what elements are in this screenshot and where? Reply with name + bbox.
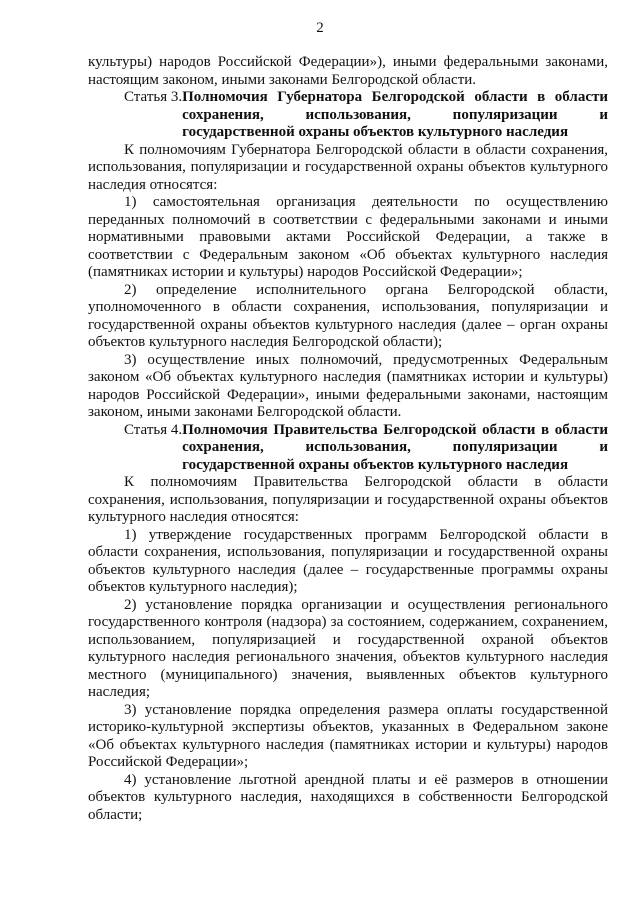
intro-paragraph-tail: культуры) народов Российской Федерации»), иными федеральными законами, настоящим законом, иными законами Белгородской области.	[88, 54, 608, 88]
article-4-title: Полномочия Правительства Белгородской области в области сохранения, использования, популяризации и государственной охраны объектов культурного наследия	[182, 421, 608, 473]
article-4-label: Статья 4.	[124, 421, 183, 438]
article-4-item-1: 1) утверждение государственных программ Белгородской области в области сохранения, использования, популяризации и государственной охраны объектов культурного наследия (далее – государственные программы охраны объектов культурного наследия);	[88, 526, 608, 595]
article-3-intro: К полномочиям Губернатора Белгородской области в области сохранения, использования, популяризации и государственной охраны объектов культурного наследия относятся:	[88, 141, 608, 193]
article-3-title: Полномочия Губернатора Белгородской области в области сохранения, использования, популяризации и государственной охраны объектов культурного наследия	[182, 89, 608, 140]
article-4-heading	[88, 422, 608, 475]
article-3-label: Статья 3.	[124, 89, 183, 105]
article-3-item-3: 3) осуществление иных полномочий, предусмотренных Федеральным законом «Об объектах культурного наследия (памятниках истории и культуры) народов Российской Федерации», иными федеральными законами, настоящим законом, иными законами Белгородской области.	[88, 351, 608, 420]
article-4-intro: К полномочиям Правительства Белгородской области в области сохранения, использования, популяризации и государственной охраны объектов культурного наследия относятся:	[88, 474, 608, 525]
article-3-item-2: 2) определение исполнительного органа Белгородской области, уполномоченного в области сохранения, использования, популяризации и государственной охраны объектов культурного наследия (далее – орган охраны объектов культурного наследия Белгородской области);	[88, 281, 608, 350]
article-4-item-4: 4) установление льготной арендной платы и её размеров в отношении объектов культурного наследия, находящихся в собственности Белгородской области;	[88, 771, 608, 823]
article-4-item-2: 2) установление порядка организации и осуществления регионального государственного контроля (надзора) за состоянием, содержанием, сохранением, использованием, популяризацией и государственной охраной объектов культурного наследия регионального значения, объектов культурного наследия местного (муниципального) значения, выявленных объектов культурного наследия;	[88, 596, 608, 700]
article-3-item-1: 1) самостоятельная организация деятельности по осуществлению переданных полномочий в соответствии с федеральными законами и иными нормативными правовыми актами Российской Федерации, а также в соответствии с Федеральным законом «Об объектах культурного наследия (памятниках истории и культуры) народов Российской Федерации»;	[88, 194, 608, 280]
article-4-item-3: 3) установление порядка определения размера оплаты государственной историко-культурной экспертизы объектов, указанных в Федеральном законе «Об объектах культурного наследия (памятниках истории и культуры) народов Российской Федерации»;	[88, 701, 608, 770]
document-body	[88, 54, 608, 824]
article-3-heading	[88, 89, 608, 142]
page-number: 2	[316, 20, 324, 36]
